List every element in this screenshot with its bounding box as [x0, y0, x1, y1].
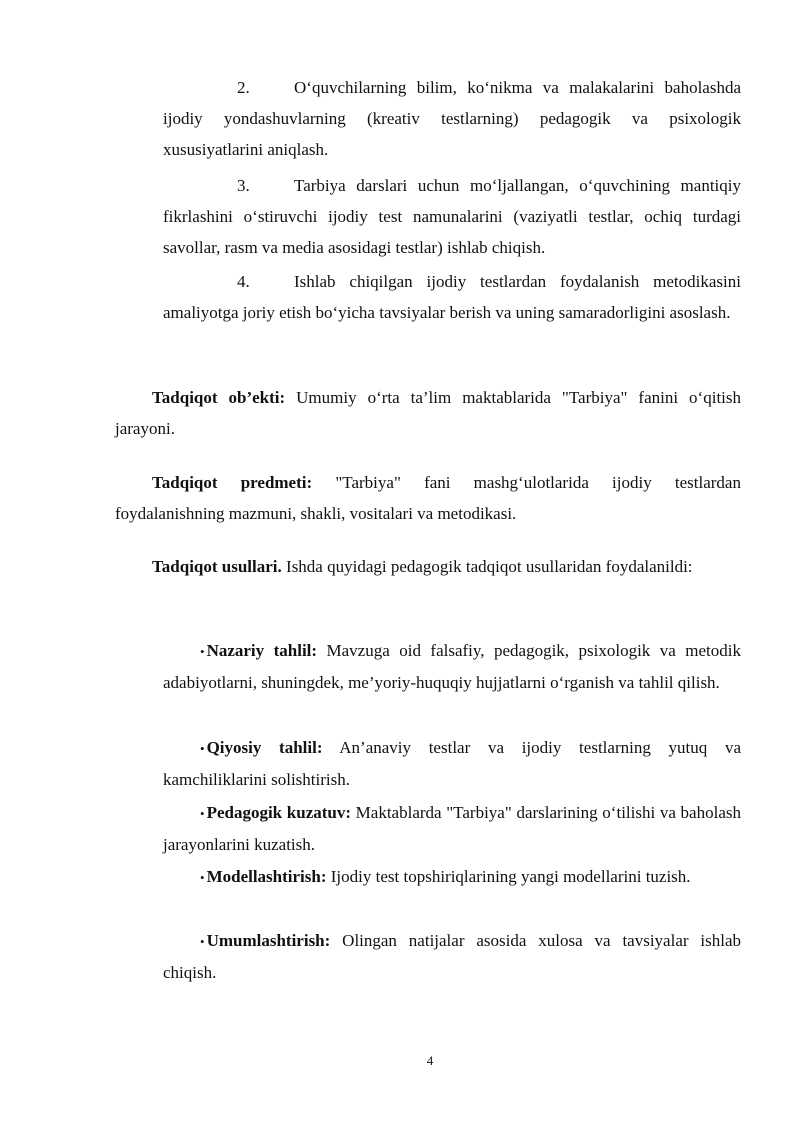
- task-text: Tarbiya darslari uchun mo‘ljallangan, o‘quvchining mantiqiy fikrlashini o‘stiruvchi ijodiy test namunalarini (vaziyatli testlar, ochiq turdagi savollar, rasm va media asosidagi testlar) ishlab chiqish.: [163, 176, 741, 257]
- task-number: 3.: [237, 176, 250, 195]
- method-label: Pedagogik kuzatuv:: [206, 803, 352, 822]
- research-object-label: Tadqiqot ob’ekti:: [152, 388, 286, 407]
- research-methods-text: Ishda quyidagi pedagogik tadqiqot usullaridan foydalanildi:: [281, 557, 693, 576]
- page-number: 4: [426, 1053, 434, 1068]
- method-text: Mavzuga oid falsafiy, pedagogik, psixologik va metodik adabiyotlarni, shuningdek, me’yoriy-huquqiy hujjatlarni o‘rganish va tahlil qilish.: [163, 641, 741, 692]
- method-text: Maktablarda "Tarbiya" darslarining o‘tilishi va baholash jarayonlarini kuzatish.: [163, 803, 741, 854]
- bullet-icon: •: [200, 934, 205, 949]
- bullet-icon: •: [200, 806, 205, 821]
- research-object-text: Umumiy o‘rta ta’lim maktablarida "Tarbiya" fanini o‘qitish jarayoni.: [115, 388, 742, 438]
- research-subject-label: Tadqiqot predmeti:: [152, 473, 313, 492]
- task-number: 2.: [237, 78, 250, 97]
- bullet-icon: •: [200, 870, 205, 885]
- task-text: Ishlab chiqilgan ijodiy testlardan foydalanish metodikasini amaliyotga joriy etish bo‘yicha tavsiyalar berish va uning samaradorligini asoslash.: [163, 272, 741, 322]
- method-item-theoretical-analysis: [163, 635, 741, 698]
- task-text: O‘quvchilarning bilim, ko‘nikma va malakalarini baholashda ijodiy yondashuvlarning (kreativ testlarning) pedagogik va psixologik xususiyatlarini aniqlash.: [163, 78, 741, 159]
- bullet-icon: •: [200, 741, 205, 756]
- research-subject-paragraph: [115, 467, 741, 529]
- research-object-paragraph: [115, 382, 741, 444]
- method-text: An’anaviy testlar va ijodiy testlarning yutuq va kamchiliklarini solishtirish.: [163, 738, 741, 789]
- research-methods-label: Tadqiqot usullari.: [152, 557, 282, 576]
- task-item-3: [163, 170, 741, 263]
- method-item-modelling: [163, 861, 741, 893]
- task-number: 4.: [237, 272, 250, 291]
- task-item-4: [163, 266, 741, 328]
- method-item-pedagogical-observation: [163, 797, 741, 860]
- research-subject-text: "Tarbiya" fani mashg‘ulotlarida ijodiy testlardan foydalanishning mazmuni, shakli, vositalari va metodikasi.: [115, 473, 741, 523]
- task-item-2: [163, 72, 741, 165]
- bullet-icon: •: [200, 644, 205, 659]
- method-label: Qiyosiy tahlil:: [206, 738, 323, 757]
- method-text: Ijodiy test topshiriqlarining yangi modellarini tuzish.: [326, 867, 691, 886]
- method-text: Olingan natijalar asosida xulosa va tavsiyalar ishlab chiqish.: [163, 931, 741, 982]
- method-item-generalization: [163, 925, 741, 988]
- method-label: Umumlashtirish:: [206, 931, 331, 950]
- research-methods-paragraph: [115, 551, 741, 582]
- method-label: Nazariy tahlil:: [206, 641, 318, 660]
- method-item-comparative-analysis: [163, 732, 741, 795]
- method-label: Modellashtirish:: [206, 867, 327, 886]
